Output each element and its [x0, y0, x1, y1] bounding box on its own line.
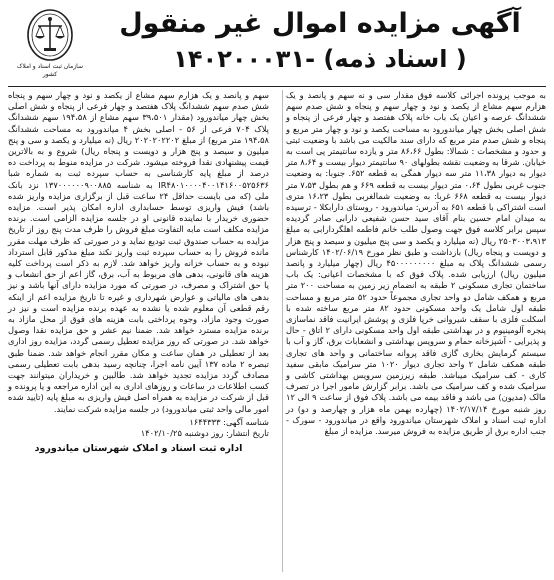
right-column [282, 90, 546, 572]
notice-subtitle: ( اسناد ذمه) -۱۴۰۲۰۰۰۳۱ [173, 45, 467, 73]
notice-body [8, 90, 546, 572]
left-column-text: سهم و پانصد و یک هزارم سهم مشاع از یکصد و نود و چهار سهم و پنجاه شش صدم سهم ششدانگ پلاک هفتصد و چهار فرعی از پنجاه و شش اصلی بخش چهار میاندورود (مقدار ۳۹،۵۰۱ سهم مشاع از ۱۹۴،۵۸ سهم ششدانگ پلاک ۷۰۴ فرعی از ۵۶ - اصلی بخش ۴ میاندورود به مساحت ششدانگ ۱۹۴،۵۸ متر مربع) از مبلغ ۲۰۲۰۲۰۲۲۰۲ ریال (نه میلیارد و یکصد و سی و پنج میلیون و سیصد و پنج هزار و دویست و پنجاه ریال) شروع و به بالاترین قیمت پیشنهادی نقدا فروخته میشود. شرکت در مزایده منوط به پرداخت ده درصد از مبلغ پایه کارشناسی به حساب سپرده ثبت به شماره شبا IR۴۸۰۱۰۰۰۰۴۰۰۱۴۱۶۰۰۵۲۵۶۳۶ به شناسه ۱۳۷۰۰۰۰۰۰۹۰۰۸۸۵ نزد بانک ملی (که می بایست حداقل ۲۴ ساعت قبل از برگزاری مزایده واریز شده باشد) فیش واریزی توسط حسابداری اداره امکان پذیر است. مزایده حضوری خریدار با نماینده قانونی او در جلسه مزایده الزامی است. برنده مزایده مکلف است مابه التفاوت مبلغ فروش را ظرف مدت پنج روز از تاریخ مزایده به حساب صندوق ثبت تودیع نماید و در صورتی که ظرف مهلت مقرر مانده فروش را به حساب سپرده ثبت واریز نکند مبلغ مذکور قابل استرداد نبوده و به حساب خزانه واریز خواهد شد. لازم به ذکر است پرداخت کلیه هزینه های قانونی، بدهی های مربوط به آب، برق، گاز اعم از حق انشعاب و یا حق اشتراک و مصرف، در صورتی که مورد مزایده دارای آنها باشد و نیز بدهی های مالیاتی و عوارض شهرداری و غیره تا تاریخ مزایده اعم از اینکه رقم قطعی آن معلوم شده یا نشده به عهده برنده مزایده است و نیز در صورت وجود مازاد، وجوه پرداختی بابت هزینه های فوق از محل مازاد به برنده مزایده مسترد خواهد شد. ضمنا نیم عشر و حق مزایده نقدا وصول خواهد شد. در صورتی که روز مزایده تعطیل رسمی گردد، مزایده روز اداری بعد از تعطیلی در همان ساعت و مکان مقرر انجام خواهد شد. ضمنا طبق تبصره ۲ ماده ۱۳۷ آیین نامه اجرا، چنانچه رسید بدهی بابت تعطیلی رسمی مصادف گردد مزایده تجدید خواهد شد. طالبین و خریداران میتوانند جهت کسب اطلاعات در ساعات و روزهای اداری به این اداره مراجعه و یا پرونده و قبل از شرکت در مزایده به همراه اصل فیش واریزی به مبلغ پایه (تایید شده امور مالی واحد ثبتی میاندورود) در جلسه مزایده شرکت نمایند. [8, 90, 270, 414]
notice-title: آگهی مزایده اموال غیر منقول [119, 8, 521, 39]
left-column [8, 90, 272, 572]
notice-id: شناسه آگهی: ۱۶۴۴۳۳۳ [189, 416, 269, 427]
emblem-caption: سازمان ثبت اسناد و املاک کشور [17, 63, 83, 78]
newspaper-notice [8, 4, 546, 572]
issuing-office: اداره ثبت اسناد و املاک شهرستان میاندورود [34, 443, 243, 455]
publish-date: تاریخ انتشار: روز دوشنبه ۱۴۰۲/۱۰/۲۵ [140, 428, 269, 439]
judiciary-emblem [16, 8, 84, 78]
scales-of-justice-icon [25, 8, 75, 62]
right-column-text: به موجب پرونده اجرائی کلاسه فوق مقدار سی و نه سهم و پانصد و یک هزارم سهم مشاع از یکصد و نود و چهار سهم و پنجاه و شش صدم سهم ششدانگ عرصه و اعیان یک باب خانه پلاک هفتصد و چهار فرعی از پنجاه و شش اصلی بخش چهار میاندورود به مساحت یکصد و نود و چهار متر مربع و پنجاه و شش صدم متر مربع که دارای سند مالکیت می باشد با وضعیت ثبتی و حدود و مشخصات : شمالا: بطول ۸۶،۶۶ متر و یازده سانتیمتر پی است به خیابان. شرقا به وضعیت نقشه بطولهای ۹۰ سانتیمتر دیوار بیست و ۸،۶۴ متر دیوار به دیوار ۱۱،۳۸ متر سه دیوار همگی به قطعه ۶۵۲. جنوبا: به وضعیت جنوب غربی بطول ۰،۶۴ متر دیوار بیست به قطعه ۶۶۹ و هم بطول ۷،۵۳ متر دیوار بیست به قطعه ۶۶۸ غربا: به وضعیت شمالغربی بطول ۱۶،۲۳ متری است اشتراکی با قطعه ۶۵۱ به آدرس: میاندورود - روستای دارابکلا - ترسیده به میدان امام حسین بنام آقای سید حسن شفیعی دارابی صادر گردیده سپس برابر کلاسه فوق جهت وصول طلب خانم فاطمه اهلگردارابی به مبلغ ۲۵۰۳۰۰۳،۹۱۳ ریال (نه میلیارد و یکصد و سی پنج میلیون و سیصد و پنج هزار و دویست و پنجاه ریال) بازداشت و طبق نظر مورخ ۱۴۰۲/۰۶/۱۹ کارشناس رسمی ششدانگ پلاک به مبلغ ۴۵۰۰۰۰۰۰۰۰۰ ریال (چهار میلیارد و پانصد میلیون ریال) ارزیابی شده. پلاک فوق که با مشخصات اعیانی: یک باب ساختمان تجاری مسکونی ۲ طبقه به انضمام زیر زمین به مساحت ۲۰۰ متر مربع و همکف شامل دو واحد تجاری مجموعاً حدود ۵۲ متر مربع و مساحت طبقه اول شامل یک واحد مسکونی حدود ۸۲ متر مربع ساخته شده با اسکلت فلزی با سقف شیروانی خرپا فلزی و پوشش ایرانیت فاقد نماسازی پنجره آلومینیوم و در بهداشتی طبقه اول واحد مسکونی دارای ۲ اتاق - حال و پذیرایی - آشپزخانه حمام و سرویس بهداشتی و انشعابات برق، گاز و آب با سیستم گرمایش بخاری گازی فاقد پروانه ساختمانی و واحد های تجاری طبقه همکف شامل ۲ واحد تجاری دیوار ۱۰۲۰ متر سرامیک مابقی سفید کاری - کف سرامیک میباشد. طبقه زیرزمین سرویس بهداشتی کاشی و سرامیک شده و کف سرامیک می باشد. برابر گزارش مامور اجرا در تصرف مالک (مدیون) می باشد و فاقد بیمه می باشد. پلاک فوق از ساعت ۹ الی ۱۲ روز شنبه مورخ ۱۴۰۲/۱۷/۱۴ (چهارده بهمن ماه هزار و چهارصد و دو) در اداره ثبت اسناد و املاک شهرستان میاندورود واقع در میاندورود - سورک - جنب اداره برق از طریق مزایده به فروش میرسد. مزایده از مبلغ [286, 90, 547, 437]
notice-header [8, 4, 546, 87]
title-block [98, 6, 542, 76]
